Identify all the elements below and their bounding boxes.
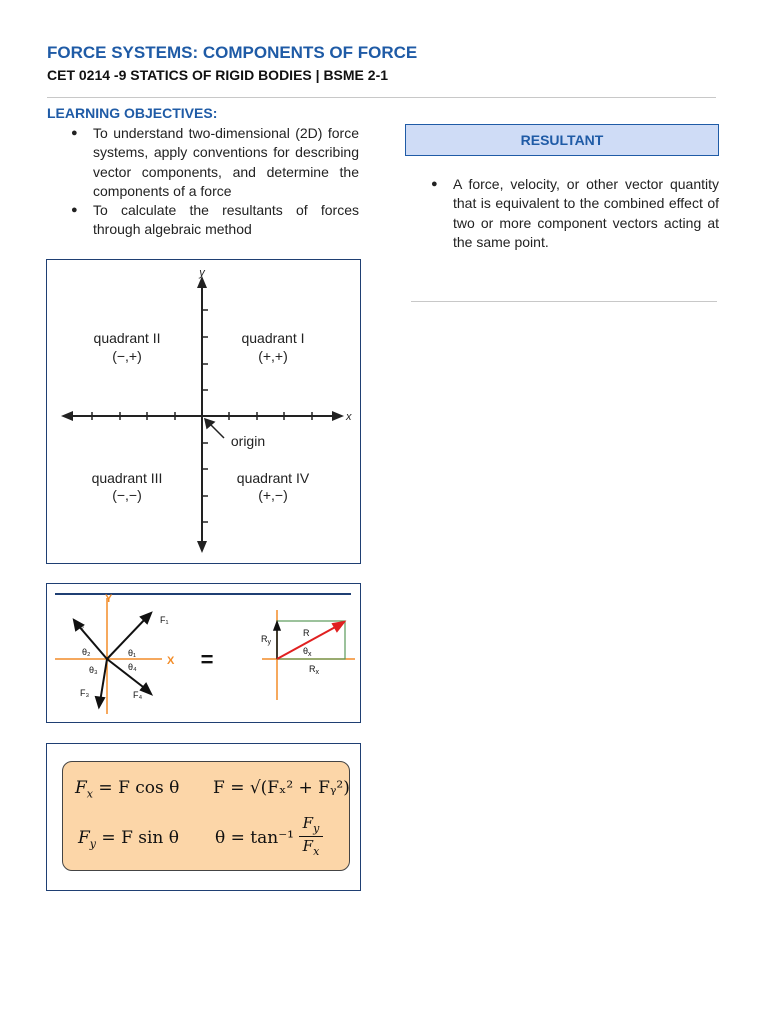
vector-figure <box>46 583 361 723</box>
force-f3-label: F₃ <box>80 688 90 698</box>
quadrant-iii-label: quadrant III <box>91 470 163 486</box>
resultant-list <box>453 175 719 252</box>
x-axis-label: x <box>346 411 352 423</box>
vector-x-axis-label: X <box>167 655 175 667</box>
objectives-heading: LEARNING OBJECTIVES: <box>47 105 218 121</box>
resultant-divider <box>411 301 717 302</box>
angle-theta3-label: θ₃ <box>89 665 98 675</box>
equals-sign: = <box>200 647 214 672</box>
angle-theta4-label: θ₄ <box>128 662 137 672</box>
formula-magnitude: F = √(Fₓ² + Fᵧ²) <box>213 778 350 798</box>
objective-item: ● To understand two-dimensional (2D) force systems, apply conventions for describing vector components, and determine the components of a force <box>93 124 359 201</box>
vector-y-axis-label: Y <box>105 593 113 605</box>
resultant-theta-label: $\theta_x$ <box>303 646 312 658</box>
quadrant-i-label: quadrant I <box>241 330 305 346</box>
header-divider <box>47 97 716 98</box>
resultant-definition: ● A force, velocity, or other vector quantity that is equivalent to the combined effect of two or more component vectors acting at the same point. <box>453 175 719 252</box>
formula-panel <box>62 761 350 871</box>
quadrant-i-sign: (+,+) <box>258 348 288 364</box>
formula-theta-fraction: $F_y$ $F_x$ <box>299 814 323 858</box>
quadrant-figure <box>46 259 361 564</box>
force-f2-label: F₂ <box>75 621 84 631</box>
resultant-rx-label: $R_x$ <box>309 664 319 676</box>
origin-label: origin <box>230 433 266 449</box>
objectives-list <box>93 124 359 240</box>
course-subtitle: CET 0214 -9 STATICS OF RIGID BODIES | BSME 2-1 <box>47 67 389 83</box>
quadrant-diagram <box>47 260 360 563</box>
angle-theta1-label: θ₁ <box>128 648 137 658</box>
vector-resultant-diagram <box>47 584 360 722</box>
resultant-heading: RESULTANT <box>405 124 719 156</box>
formula-fy: $F_y = F$ sin θ <box>78 828 180 851</box>
angle-theta2-label: θ₂ <box>82 647 91 657</box>
formula-figure <box>46 743 361 891</box>
quadrant-ii-label: quadrant II <box>93 330 161 346</box>
formula-theta: θ = tan⁻¹ <box>215 828 294 848</box>
quadrant-iii-sign: (−,−) <box>112 487 142 503</box>
resultant-ry-label: $R_y$ <box>261 634 271 646</box>
resultant-r-label: R <box>303 628 310 638</box>
page-title: FORCE SYSTEMS: COMPONENTS OF FORCE <box>47 43 418 62</box>
quadrant-iv-sign: (+,−) <box>258 487 288 503</box>
quadrant-ii-sign: (−,+) <box>112 348 142 364</box>
force-f4-label: F₄ <box>133 690 143 700</box>
y-axis-label: y <box>199 267 205 279</box>
formula-fx: $F_x = F$ cos θ <box>75 778 180 801</box>
force-f1-label: F₁ <box>160 615 169 625</box>
quadrant-iv-label: quadrant IV <box>236 470 310 486</box>
objective-item: ● To calculate the resultants of forces through algebraic method <box>93 201 359 240</box>
